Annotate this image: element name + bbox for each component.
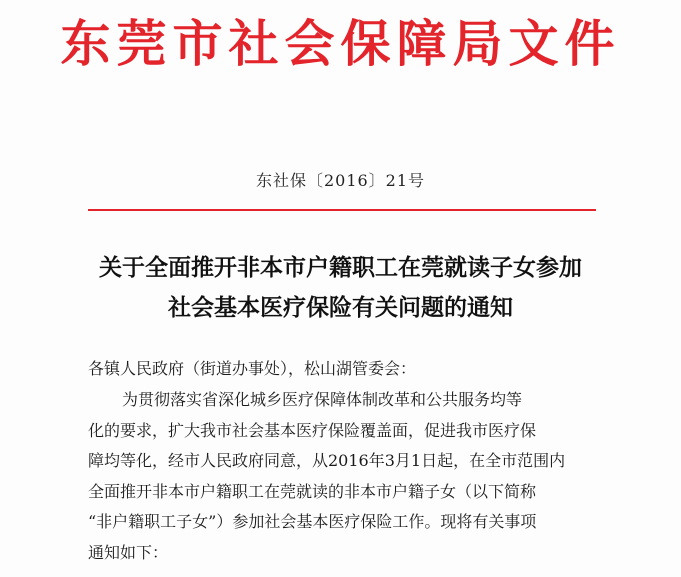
body-line: “非户籍职工子女”）参加社会基本医疗保险工作。现将有关事项 [88, 512, 537, 531]
masthead-title: 东莞市社会保障局文件 [60, 15, 621, 73]
body-line: 障均等化，经市人民政府同意，从2016年3月1日起，在全市范围内 [88, 451, 566, 470]
title-line: 社会基本医疗保险有关问题的通知 [168, 294, 513, 321]
body-line: 为贯彻落实省深化城乡医疗保障体制改革和公共服务均等 [122, 390, 523, 409]
body-line: 通知如下： [88, 542, 169, 562]
body-line: 全面推开非本市户籍职工在莞就读的非本市户籍子女（以下简称 [88, 481, 537, 501]
document-number: 东社保〔2016〕21号 [255, 171, 426, 190]
addressee-line: 各镇人民政府（街道办事处），松山湖管委会： [88, 359, 417, 378]
title-line: 关于全面推开非本市户籍职工在莞就读子女参加 [99, 254, 582, 281]
notice-title [0, 248, 681, 328]
body-line: 化的要求，扩大我市社会基本医疗保险覆盖面，促进我市医疗保 [88, 420, 537, 440]
red-divider [88, 209, 596, 211]
body-paragraph [88, 385, 608, 568]
